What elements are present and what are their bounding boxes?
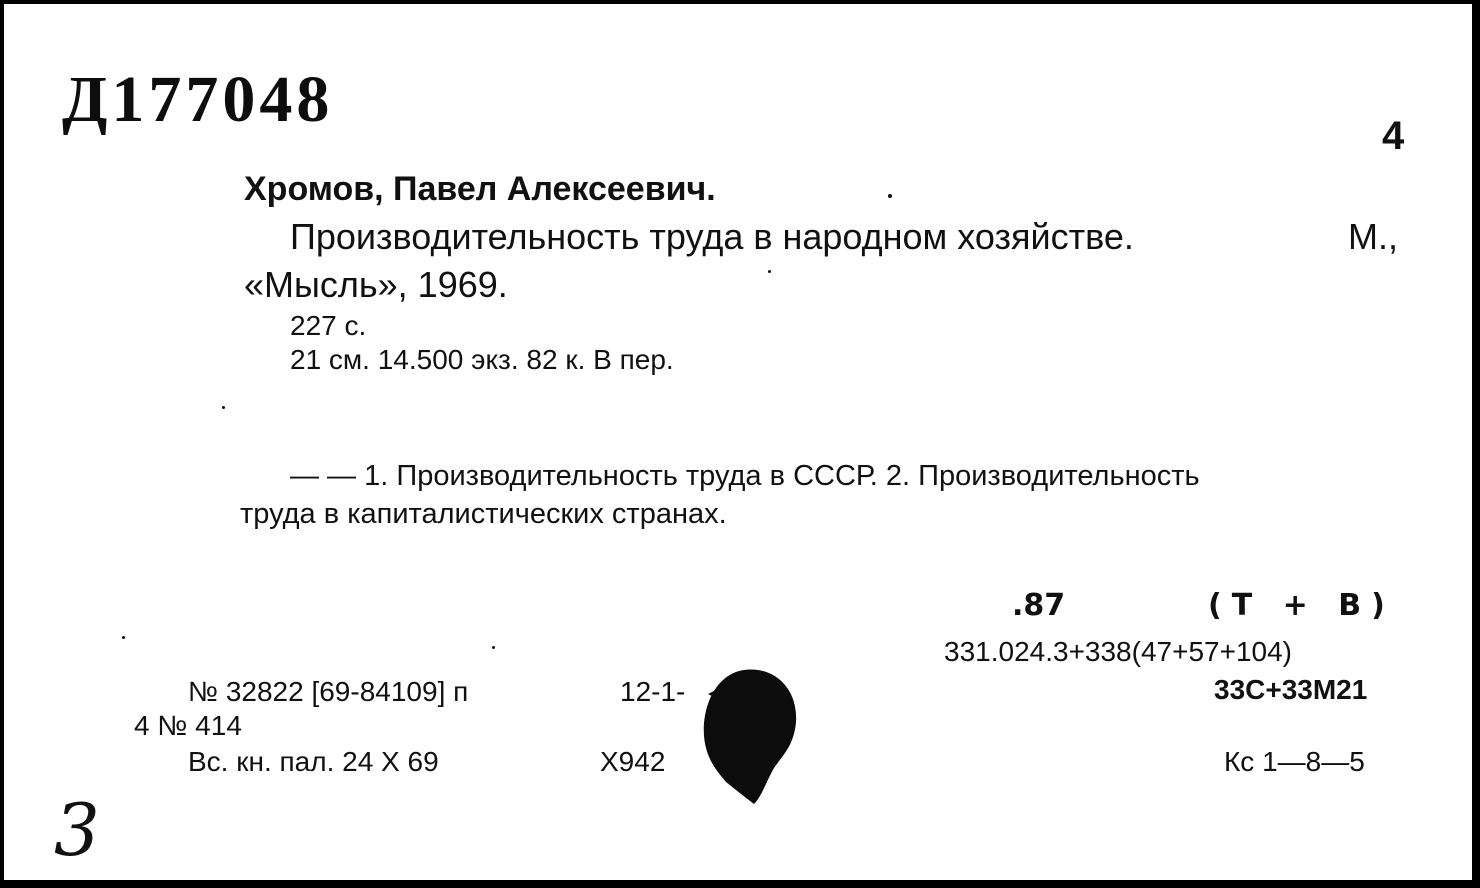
author-name: Хромов, Павел Алексеевич. [244, 170, 716, 208]
page-count: 227 с. [290, 310, 367, 341]
subject-headings-line-2: труда в капиталистических странах. [240, 498, 727, 530]
handwritten-code-left: .87 [1012, 588, 1066, 623]
speck [492, 646, 495, 649]
publication-place: М., [1348, 216, 1398, 257]
order-code: 12-1- [620, 676, 686, 707]
catalog-card [4, 4, 1472, 880]
kc-code: Кс 1—8—5 [1224, 746, 1365, 777]
speck [122, 636, 125, 639]
book-title: Производительность труда в народном хозяйстве. [290, 216, 1134, 257]
handwritten-code-right: (Т + В) [1208, 588, 1395, 623]
supply-line: Вс. кн. пал. 24 X 69 [188, 746, 439, 777]
order-number: № 32822 [69-84109] п [188, 676, 469, 707]
speck [222, 406, 225, 409]
ink-blot [696, 664, 806, 814]
speck [768, 270, 771, 273]
handwritten-digit: 3 [54, 788, 100, 872]
subject-headings-line-1: — — 1. Производительность труда в СССР. 2. Производительность [290, 460, 1200, 492]
classification-index: 331.024.3+338(47+57+104) [944, 636, 1292, 667]
classification-index-2: 33С+33М21 [1214, 674, 1368, 705]
speck [888, 194, 892, 198]
record-number: 4 № 414 [134, 710, 242, 741]
publisher-year: «Мысль», 1969. [244, 264, 508, 305]
corner-mark: 4 [1382, 114, 1405, 158]
physical-description: 21 см. 14.500 экз. 82 к. В пер. [290, 344, 674, 375]
supply-code: X942 [600, 746, 666, 777]
stamp-number: Д177048 [62, 63, 334, 136]
